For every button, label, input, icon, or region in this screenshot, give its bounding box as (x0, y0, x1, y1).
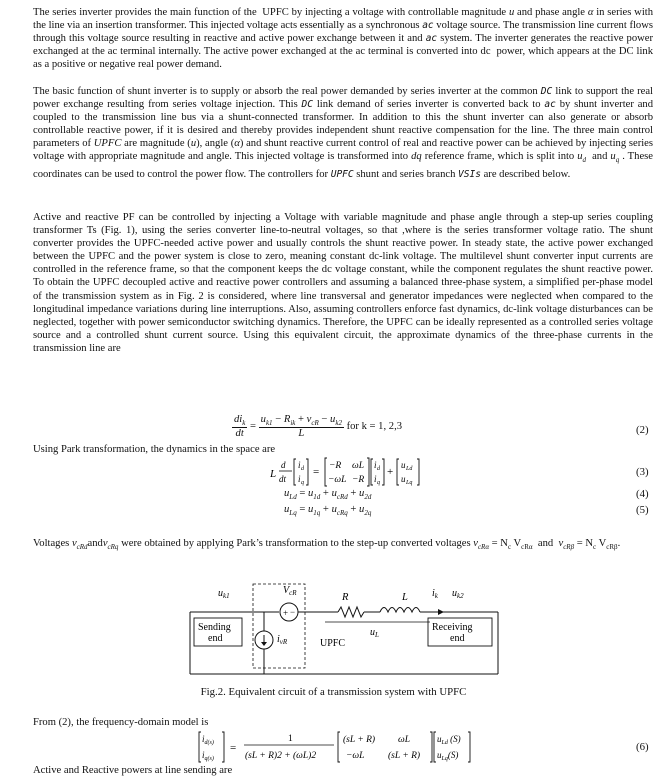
park-intro: Using Park transformation, the dynamics in the space are (33, 444, 276, 455)
svg-text:−ωL: −ωL (328, 475, 347, 485)
svg-text:Lq: Lq (406, 480, 413, 486)
equation-3-matrix (270, 455, 450, 489)
svg-text:−R: −R (329, 461, 342, 471)
figure-caption: Fig.2. Equivalent circuit of a transmission system with UPFC (200, 686, 467, 698)
equation-5: $u_{Lq} = u_{1q} + u_{cRq} + u_{2q}$ (284, 504, 372, 518)
figure-2-circuit (180, 578, 510, 682)
svg-text:ωL: ωL (398, 735, 410, 745)
equation-6 (198, 729, 498, 768)
eq6-number: (6) (636, 741, 649, 753)
svg-text:iq(s): $i_{q(s)}$ (202, 750, 214, 762)
svg-text:u: u (401, 460, 406, 470)
svg-text:uLq(S): $u_{Lq}(S)$ (437, 750, 459, 762)
label-sending: Sending (198, 622, 231, 633)
svg-text:q: q (377, 480, 380, 486)
svg-text:L: L (270, 468, 277, 480)
equation-4: $u_{Ld} = u_{1d} + u_{cRd} + u_{2d}$ (284, 488, 372, 502)
equation-2: $\frac{di_k}{dt}$ = $\frac{u_{k1} - R_{ik} + v_{cR} - u_{k2}}{L}$ for k = 1, 2,3 (234, 414, 403, 440)
inductor-L (380, 608, 420, 613)
svg-text:i: i (374, 460, 377, 470)
svg-text:d: d (301, 466, 304, 472)
svg-text:(sL + R)2 + (ωL)2: (sL + R)2 + (ωL)2 (245, 751, 317, 761)
eq2-condition: for k = 1, 2,3 (346, 421, 403, 433)
svg-text:i: i (298, 474, 301, 484)
resistor-R (338, 607, 364, 617)
svg-text:+: + (387, 466, 394, 478)
svg-text:=: = (230, 742, 237, 754)
svg-text:−R: −R (352, 475, 365, 485)
svg-text:+: + (283, 608, 289, 618)
svg-text:q: q (301, 480, 304, 486)
label-L: L (402, 592, 408, 603)
svg-text:ωL: ωL (352, 461, 364, 471)
label-uL: $u_L$ (370, 627, 379, 639)
svg-text:−: − (290, 607, 296, 617)
svg-text:=: = (313, 466, 320, 478)
eq4-number: (4) (636, 488, 649, 500)
svg-text:u: u (401, 474, 406, 484)
svg-text:1: 1 (288, 734, 293, 744)
label-vcr: $V_{cR}$ (283, 585, 297, 597)
equation-3 (270, 455, 450, 492)
svg-text:uLd (S): $u_{Ld}$ (S) (437, 734, 461, 746)
label-receiving: Receiving (432, 622, 473, 633)
label-ivr: $i_{vR}$ (277, 634, 288, 646)
svg-text:dt: dt (279, 474, 287, 484)
svg-text:−ωL: −ωL (346, 751, 365, 761)
svg-text:id(s): $i_{d(s)}$ (202, 734, 214, 746)
eq2-number: (2) (636, 424, 649, 436)
paragraph-pf-control: Active and reactive PF can be controlled by injecting a Voltage with variable magnitude and phase angle through a step-up series coupling transformer Ts (Fig. 1), using the series converter line-to-neutral voltages, so that ,where is the series transformer voltage ratio. The shunt converter provides the UPFC-needed active power and usually controls the shunt reactive power. In steady state, the active power exchanged between the UPFC and the power system is close to zero, meaning constant dc-link voltage. The multilevel shunt converter input currents are controlled in the reference frame, so that the component keeps the dc voltage constant, while the component regulates the shunt reactive power. To obtain the UPFC decoupled active and reactive power controllers and assuming a balanced three-phase system, a simplified per-phase model of the transmission system as in Fig. 2 is considered, where line transversal and generator impedances were neglected when compared to the longitudinal impedance variations during line interruptions. Also, assuming controllers enforce fast dynamics, dc-link voltage disturbances can be neglected, together with power semiconductor switching dynamics. Therefore, the UPFC can be ideally represented as a controlled series voltage source and a controlled shunt current source. Using this equivalent circuit, the approximate dynamics of the three-phase currents in the transmission line are (33, 212, 653, 354)
from2-text: From (2), the frequency-domain model is (33, 717, 209, 728)
label-end-1: end (208, 633, 223, 644)
label-uk2: $u_{k2}$ (452, 588, 464, 600)
paragraph-series-inverter: The series inverter provides the main function of the UPFC by injecting a voltage with controllable magnitude u and phase angle α in series with the line via an insertion transformer. This injected voltage acts essentially as a synchronous ac voltage source. The transmission line current flows through this voltage source resulting in reactive and active power exchange between it and ac system. The inverter generates the reactive power exchanged at the ac terminal internally. The active power exchanged at the ac terminal is converted into dc power, which appears at the DC link as a positive or negative real power demand. (33, 7, 654, 71)
label-uk1: $u_{k1}$ (218, 588, 230, 600)
label-ik: $i_k$ (432, 588, 438, 600)
label-R: R (342, 592, 349, 603)
paragraph-voltages: Voltages $v_{cRd}andv_{cRq}$ were obtained by applying Park’s transformation to the step-up converted voltages $v_{cR\alpha} = N_c$ $V_{cR\alpha}$ and $v_{cR\beta} = N_c$ $V_{cR\beta}$. (33, 538, 621, 552)
label-end-2: end (450, 633, 465, 644)
svg-text:i: i (298, 460, 301, 470)
eq3-number: (3) (636, 466, 649, 478)
svg-text:d: d (281, 460, 286, 470)
svg-text:d: d (377, 466, 380, 472)
svg-text:(sL + R): (sL + R) (388, 751, 421, 761)
active-reactive-text: Active and Reactive powers at line sending are (33, 765, 233, 776)
eq5-number: (5) (636, 504, 649, 516)
svg-text:(sL + R): (sL + R) (343, 735, 376, 745)
paragraph-shunt-inverter: The basic function of shunt inverter is to supply or absorb the real power demanded by series inverter at the common DC link to support the real power exchange resulting from series voltage injection. This DC link demand of series inverter is converted back to ac by shunt inverter and coupled to the transmission line bus via a shunt-connected transformer. In addition to this the shunt inverter can also generate or absorb controllable reactive power, if it is desired and thereby provides independent shunt reactive compensation for the line. The three main control parameters of UPFC are magnitude (u), angle (α) and shunt reactive current control of real and reactive power can be achieved by injecting series voltage with appropriate magnitude and angle. This injected voltage is transformed into dq reference frame, which is split into $u_d$ and $u_q$ . These coordinates can be used to control the power flow. The controllers for UPFC shunt and series branch VSIs are described below. (33, 86, 654, 180)
equation-6-matrix (198, 729, 498, 765)
label-upfc: UPFC (320, 638, 346, 649)
svg-text:Ld: Ld (406, 466, 413, 472)
svg-text:i: i (374, 474, 377, 484)
